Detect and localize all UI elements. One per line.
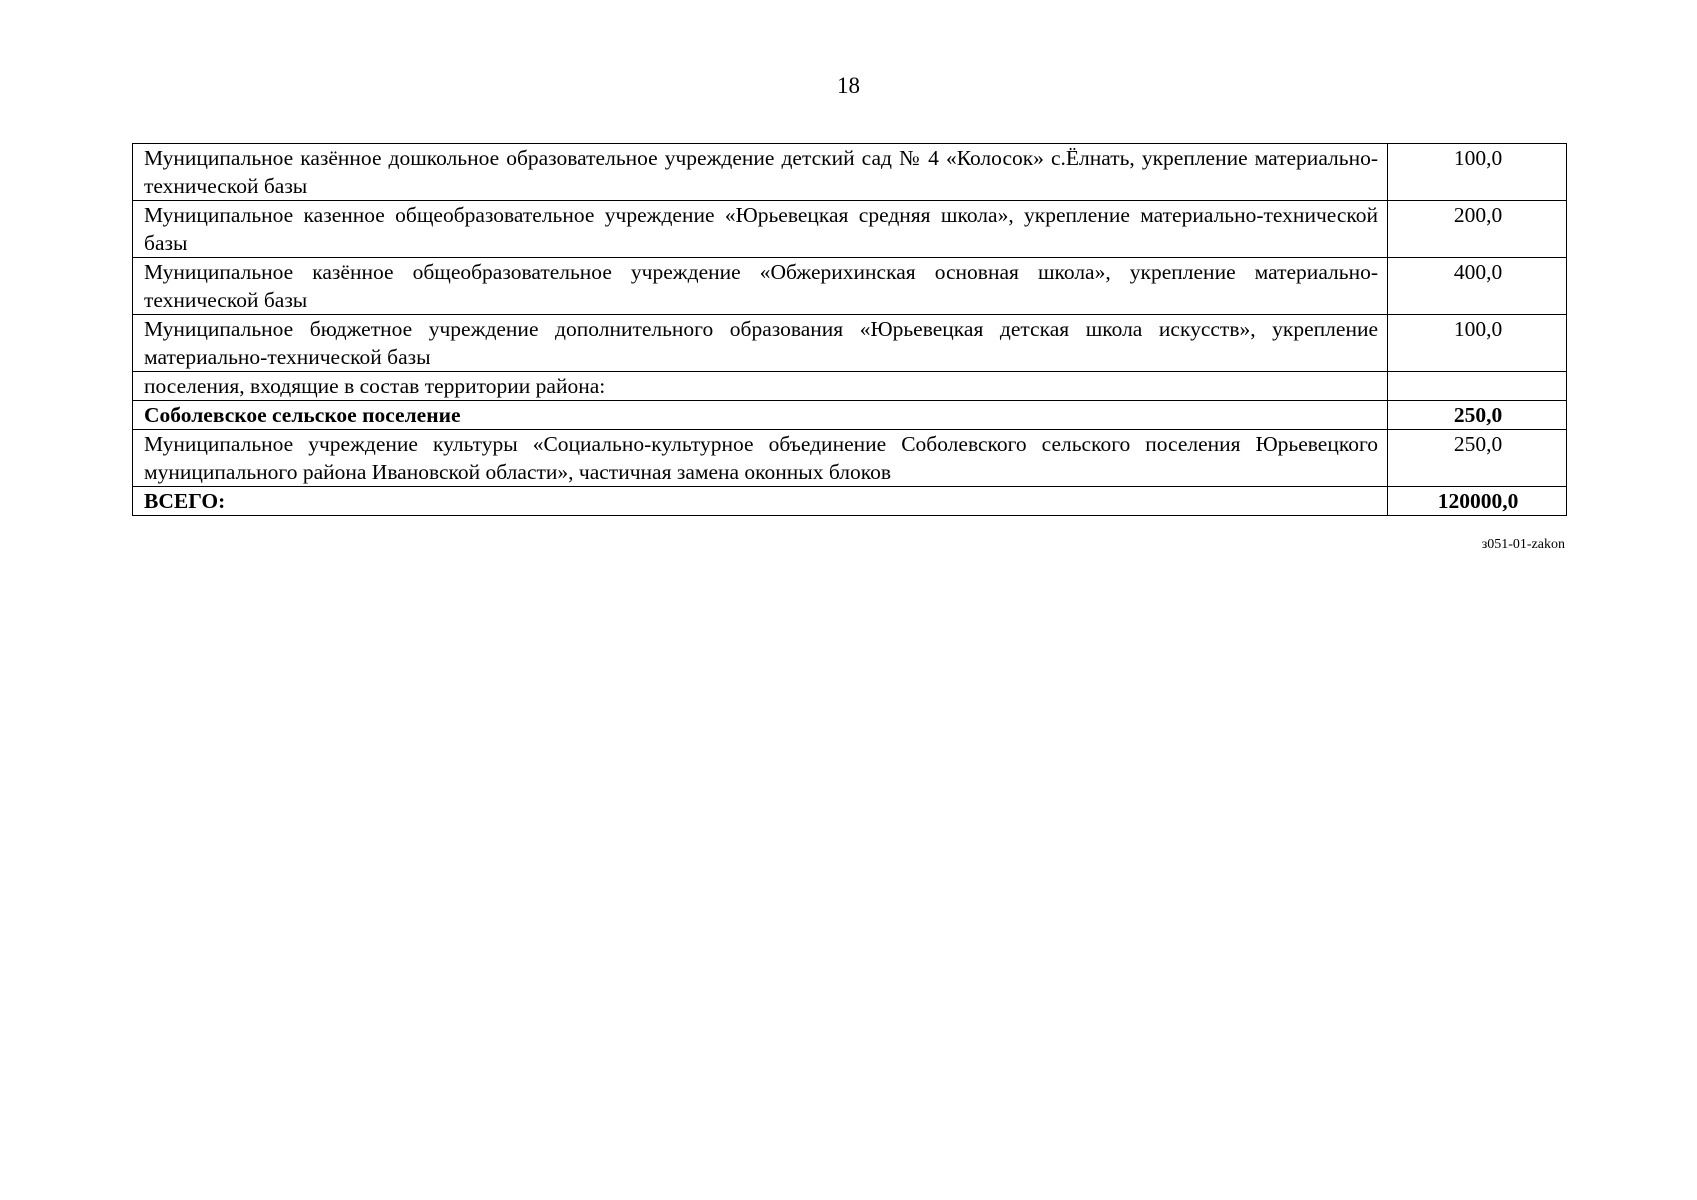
table-row bbox=[133, 201, 1567, 258]
section-header: поселения, входящие в состав территории района: bbox=[133, 372, 1388, 401]
document-code: з051-01-zakon bbox=[1481, 537, 1565, 552]
row-description: Муниципальное казенное общеобразовательное учреждение «Юрьевецкая средняя школа», укрепление материально-технической базы bbox=[133, 201, 1388, 258]
total-row bbox=[133, 487, 1567, 516]
row-amount: 100,0 bbox=[1388, 315, 1567, 372]
page-number: 18 bbox=[837, 73, 860, 98]
table-row bbox=[133, 430, 1567, 487]
row-amount: 200,0 bbox=[1388, 201, 1567, 258]
settlement-amount: 250,0 bbox=[1388, 401, 1567, 430]
section-header-row bbox=[133, 372, 1567, 401]
table-row bbox=[133, 258, 1567, 315]
row-description: Муниципальное казённое общеобразовательное учреждение «Обжерихинская основная школа», укрепление материально-технической базы bbox=[133, 258, 1388, 315]
row-description: Муниципальное учреждение культуры «Социально-культурное объединение Соболевского сельского поселения Юрьевецкого муниципального района Ивановской области», частичная замена оконных блоков bbox=[133, 430, 1388, 487]
total-label: ВСЕГО: bbox=[133, 487, 1388, 516]
subtotal-row bbox=[133, 401, 1567, 430]
settlement-name: Соболевское сельское поселение bbox=[133, 401, 1388, 430]
row-description: Муниципальное казённое дошкольное образовательное учреждение детский сад № 4 «Колосок» с.Ёлнать, укрепление материально-технической базы bbox=[133, 144, 1388, 201]
row-amount: 400,0 bbox=[1388, 258, 1567, 315]
budget-table bbox=[132, 143, 1567, 516]
table-row bbox=[133, 315, 1567, 372]
row-amount: 100,0 bbox=[1388, 144, 1567, 201]
table-row bbox=[133, 144, 1567, 201]
total-amount: 120000,0 bbox=[1388, 487, 1567, 516]
row-amount-empty bbox=[1388, 372, 1567, 401]
row-amount: 250,0 bbox=[1388, 430, 1567, 487]
row-description: Муниципальное бюджетное учреждение дополнительного образования «Юрьевецкая детская школа искусств», укрепление материально-технической базы bbox=[133, 315, 1388, 372]
